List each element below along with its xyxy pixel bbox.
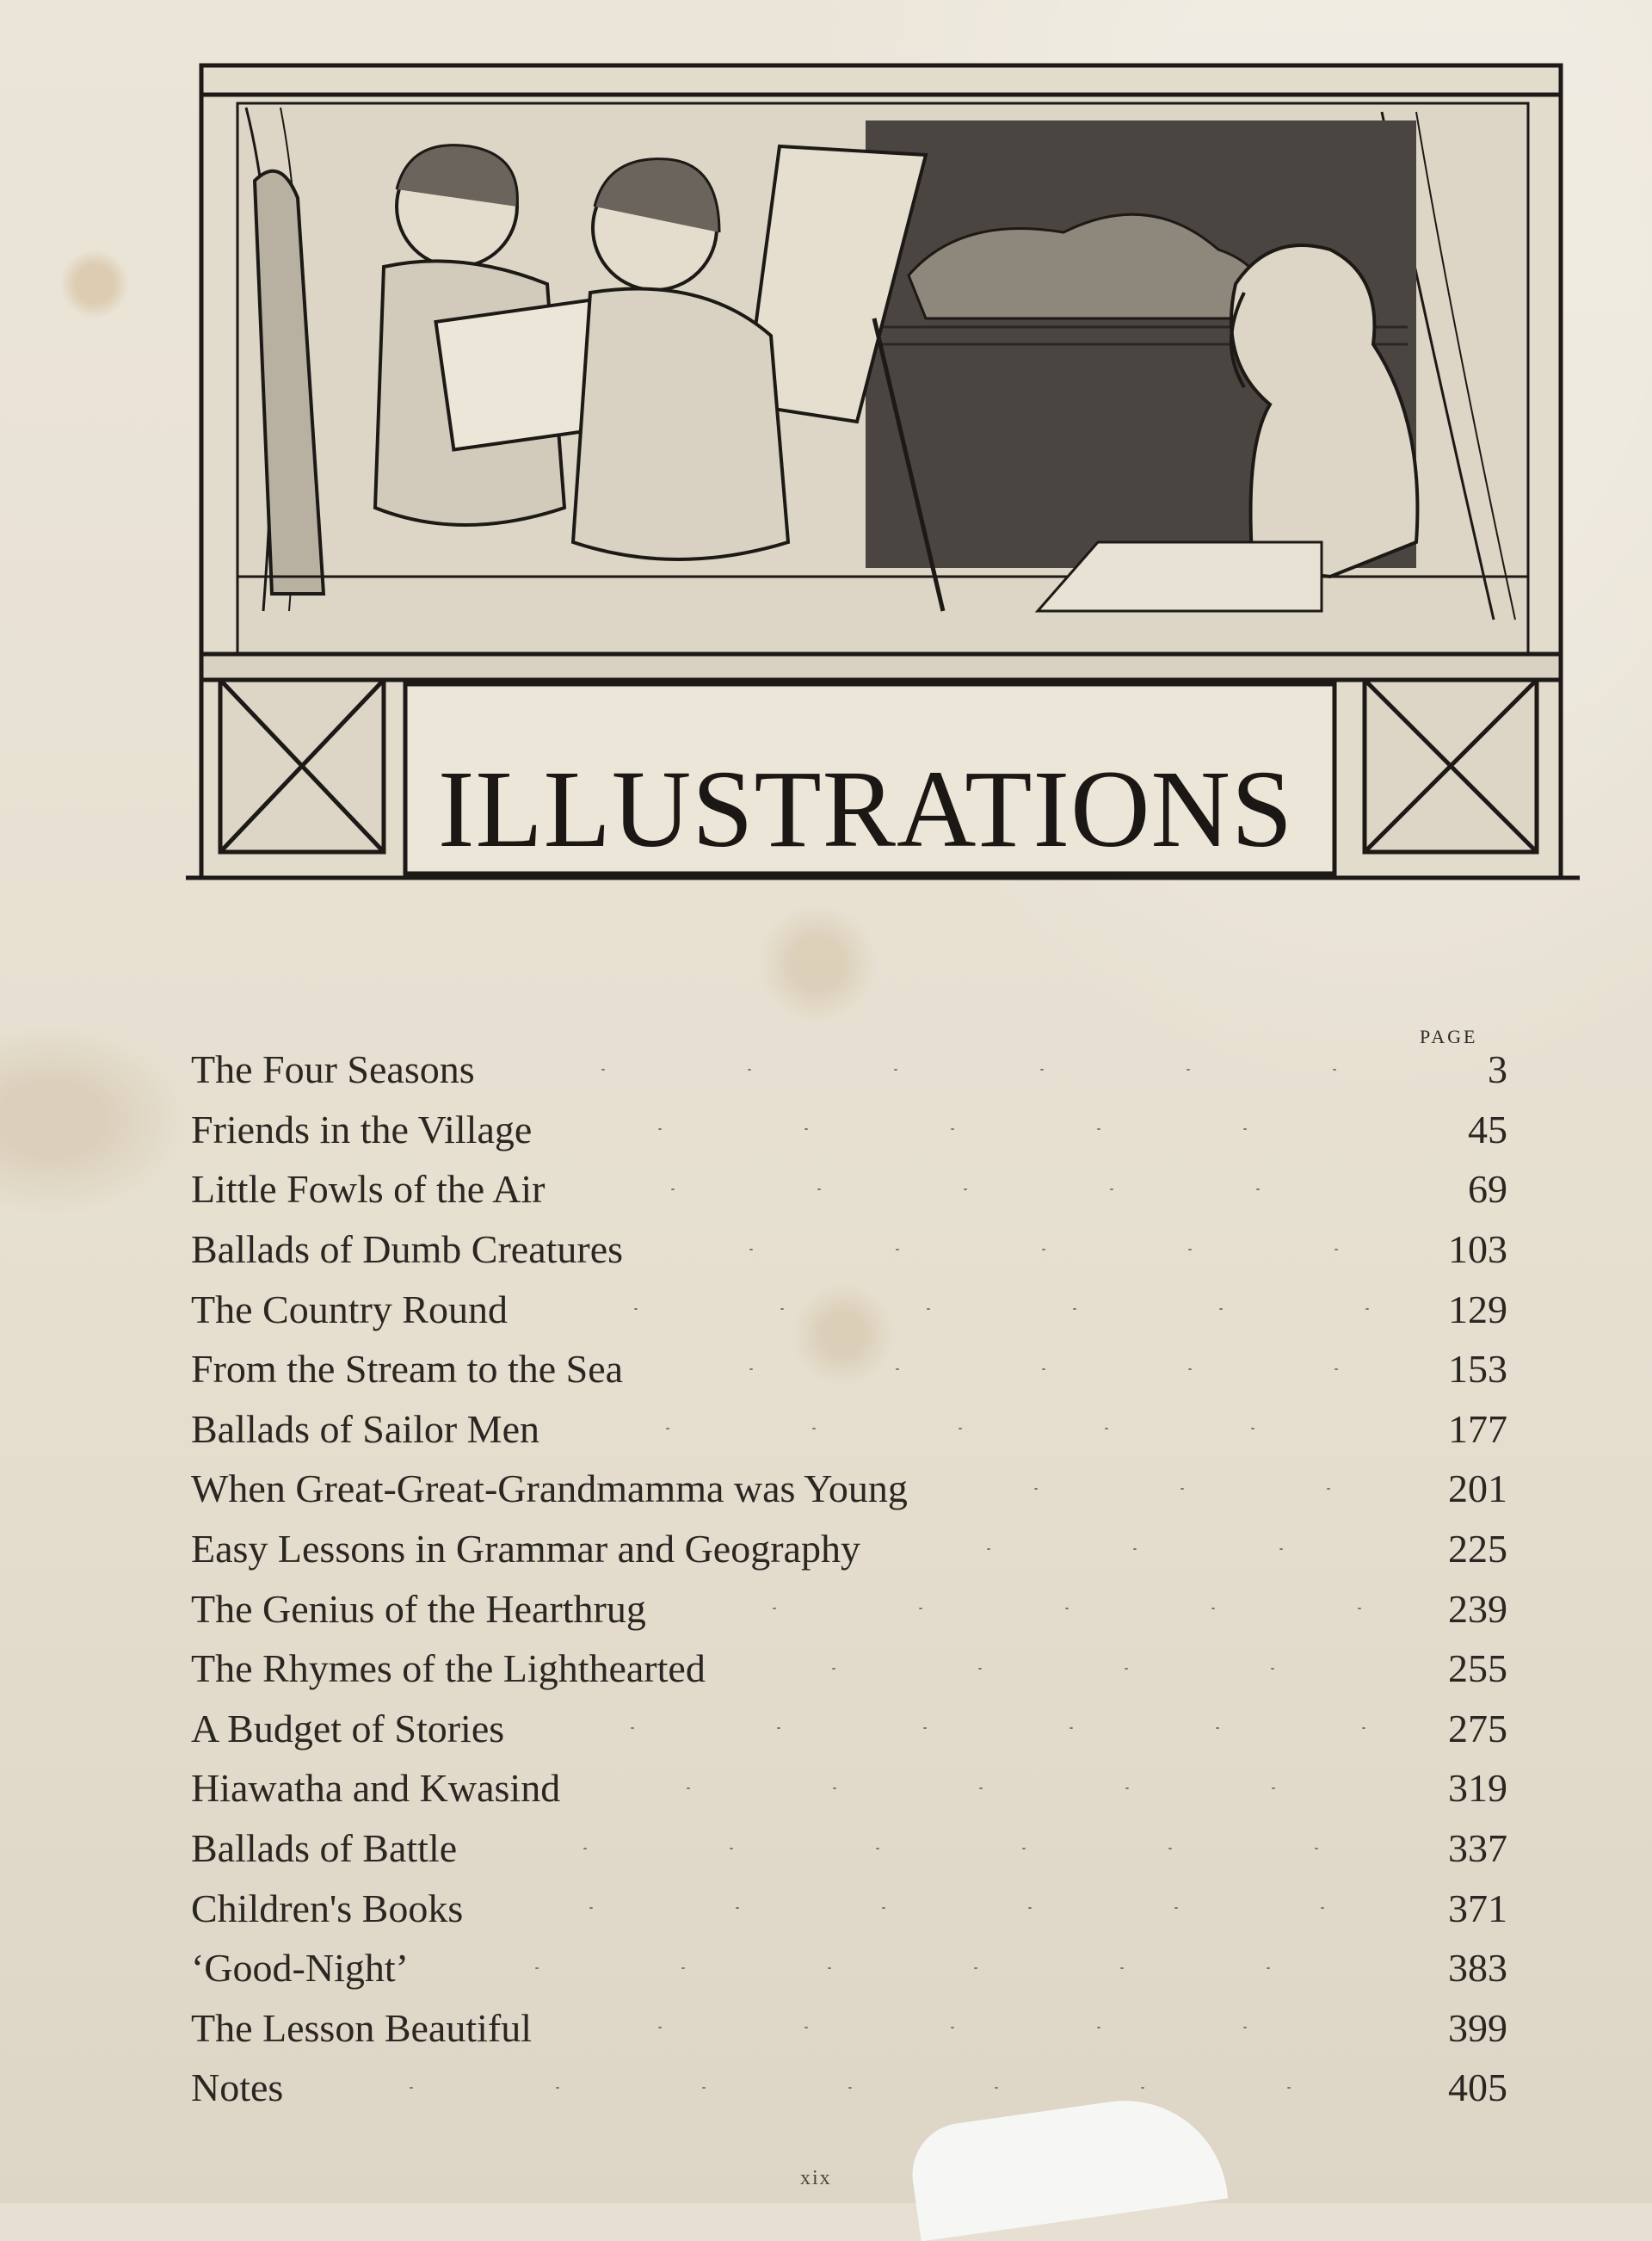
entry-page-number: 69 (1468, 1167, 1507, 1212)
contents-list (191, 1040, 1507, 2118)
entry-title: Little Fowls of the Air (191, 1167, 546, 1212)
dot-leader (552, 1128, 1384, 1130)
entry-page-number: 275 (1448, 1706, 1507, 1750)
contents-entry (191, 1878, 1507, 1938)
header-illustration (186, 60, 1580, 895)
entry-title: The Lesson Beautiful (191, 2005, 533, 2050)
contents-entry (191, 1938, 1507, 1998)
entry-title: Notes (191, 2065, 284, 2110)
dot-leader (304, 2087, 1384, 2089)
entry-title: When Great-Great-Grandmamma was Young (191, 1466, 908, 1511)
illustrations-heading: ILLUSTRATIONS (437, 747, 1294, 870)
contents-entry (191, 1159, 1507, 1219)
entry-page-number: 239 (1448, 1586, 1507, 1631)
entry-title: Children's Books (191, 1886, 464, 1930)
dot-leader (667, 1608, 1384, 1609)
dot-leader (429, 1967, 1384, 1969)
dot-leader (581, 1787, 1384, 1789)
contents-entry (191, 1459, 1507, 1519)
entry-title: The Four Seasons (191, 1047, 475, 1092)
entry-title: ‘Good-Night’ (191, 1946, 409, 1991)
contents-entry (191, 1519, 1507, 1579)
entry-title: Ballads of Sailor Men (191, 1406, 539, 1451)
entry-title: The Country Round (191, 1287, 508, 1331)
contents-entry (191, 1339, 1507, 1399)
page-number-folio: xix (800, 2167, 832, 2189)
entry-title: A Budget of Stories (191, 1706, 505, 1750)
contents-entry (191, 1818, 1507, 1879)
contents-entry (191, 1699, 1507, 1759)
entry-page-number: 177 (1448, 1406, 1507, 1451)
contents-entry (191, 1040, 1507, 1100)
dot-leader (478, 1848, 1384, 1849)
entry-page-number: 3 (1488, 1047, 1507, 1092)
dot-leader (496, 1069, 1384, 1071)
dot-leader (881, 1548, 1384, 1550)
dot-leader (928, 1488, 1384, 1490)
contents-entry (191, 1758, 1507, 1818)
contents-entry (191, 1399, 1507, 1460)
contents-entry (191, 2058, 1507, 2118)
dot-leader (525, 1727, 1384, 1729)
entry-title: Ballads of Dumb Creatures (191, 1227, 624, 1272)
contents-entry (191, 1279, 1507, 1339)
dot-leader (528, 1308, 1384, 1310)
entry-title: Friends in the Village (191, 1107, 533, 1151)
contents-entry (191, 1998, 1507, 2059)
entry-page-number: 129 (1448, 1287, 1507, 1331)
entry-page-number: 103 (1448, 1227, 1507, 1272)
dot-leader (484, 1907, 1384, 1909)
entry-page-number: 45 (1468, 1107, 1507, 1151)
dot-leader (552, 2027, 1384, 2028)
dot-leader (560, 1428, 1384, 1429)
entry-page-number: 201 (1448, 1466, 1507, 1511)
contents-entry (191, 1100, 1507, 1160)
entry-title: Ballads of Battle (191, 1826, 458, 1871)
entry-title: Hiawatha and Kwasind (191, 1766, 561, 1811)
dot-leader (565, 1188, 1384, 1190)
entry-page-number: 225 (1448, 1527, 1507, 1571)
contents-entry (191, 1639, 1507, 1699)
entry-title: The Genius of the Hearthrug (191, 1586, 646, 1631)
entry-page-number: 153 (1448, 1347, 1507, 1392)
contents-entry (191, 1219, 1507, 1280)
entry-page-number: 371 (1448, 1886, 1507, 1930)
contents-entry (191, 1578, 1507, 1639)
entry-title: From the Stream to the Sea (191, 1347, 624, 1392)
entry-page-number: 383 (1448, 1946, 1507, 1991)
entry-page-number: 337 (1448, 1826, 1507, 1871)
entry-page-number: 399 (1448, 2005, 1507, 2050)
entry-page-number: 319 (1448, 1766, 1507, 1811)
dot-leader (644, 1368, 1384, 1370)
entry-page-number: 405 (1448, 2065, 1507, 2110)
dot-leader (726, 1668, 1384, 1670)
dot-leader (644, 1249, 1384, 1250)
entry-page-number: 255 (1448, 1646, 1507, 1691)
page-column-label: PAGE (1420, 1026, 1478, 1047)
entry-title: The Rhymes of the Lighthearted (191, 1646, 706, 1691)
entry-title: Easy Lessons in Grammar and Geography (191, 1527, 860, 1571)
